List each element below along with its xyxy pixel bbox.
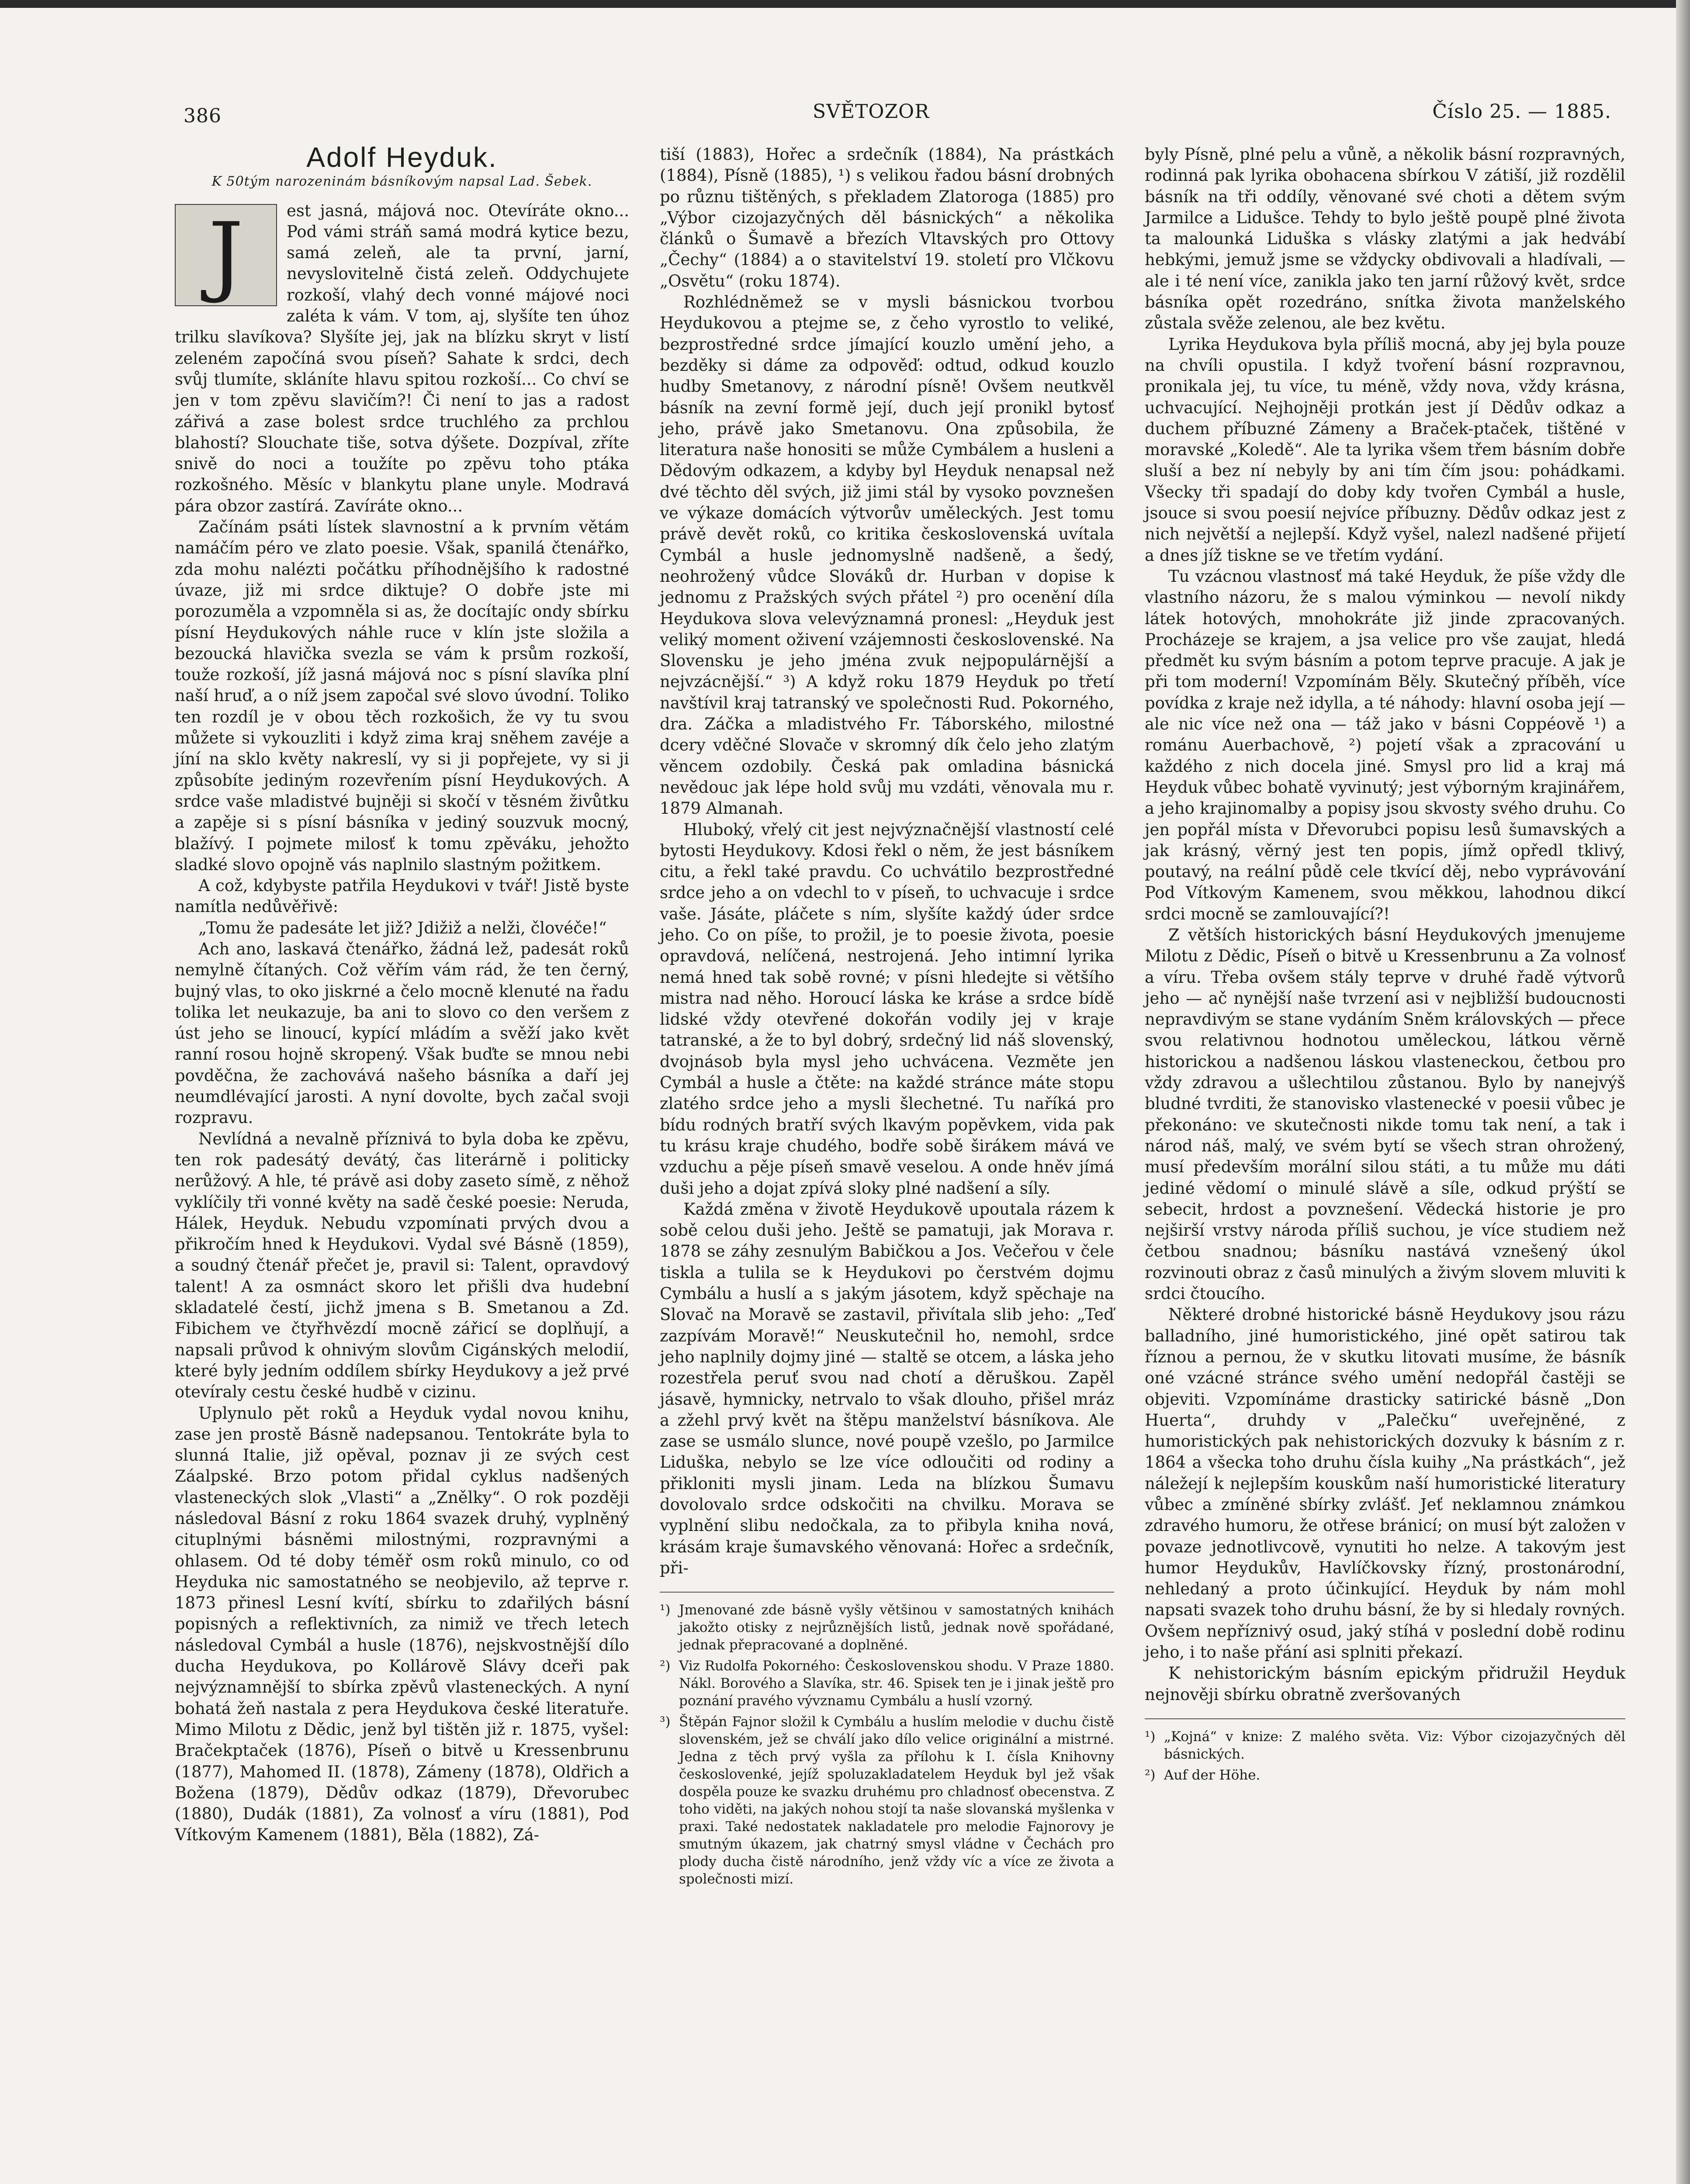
page-number: 386 (184, 105, 222, 127)
paragraph: tiší (1883), Hořec a srdečník (1884), Na prástkách (1884), Písně (1885), ¹) s velikou řadou básní drobných po různu tištěných, s překladem Zlatoroga (1885) pro „Výbor cizojazyčných děl básnických“ a několika článků o Šumavě a březích Vltavských pro Ottovy „Čechy“ (1884) a o stavitelství 19. století pro Vlčkovu „Osvětu“ (roku 1874). (660, 145, 1114, 290)
footnote-number: ¹) (1145, 1728, 1156, 1745)
footnote-number: ²) (1145, 1767, 1156, 1783)
footnote-text: Jmenované zde básně vyšly většinou v samostatných knihách jakožto otisky z nejrůznějších listů, jednak nově spořádané, jednak přepracované a doplněné. (679, 1602, 1114, 1653)
footnote-number: ³) (660, 1714, 671, 1730)
footnote-text: „Kojná“ v knize: Z malého světa. Viz: Výbor cizojazyčných děl básnických. (1164, 1728, 1625, 1762)
paragraph: „Tomu že padesáte let již? Jdižiž a nelži, človéče!“ (198, 918, 607, 937)
paragraph: K nehistorickým básním epickým přidružil Heyduk nejnověji sbírku obratně zveršovaných (1145, 1664, 1625, 1704)
paragraph: Hluboký, vřelý cit jest nejvýznačnější vlastností celé bytosti Heydukovy. Kdosi řekl o něm, že jest básníkem citu, a řekl také pravdu. Co uchvátilo bezprostředné srdce jeho a on vdechl to v píseň, to uchvacuje i srdce vaše. Jásáte, pláčete s ním, slyšíte každý úder srdce jeho. Co on píše, to prožil, je to poesie života, poesie opravdová, nelíčená, nestrojená. Jeho intimní lyrika nemá hned tak sobě rovné; v písni hledejte si většího mistra nad něho. Horoucí láska ke kráse a srdce bídě lidské vždy otevřené dokořán vodily jej v kraje tatranské, a že to byl dobrý, srdečný lid náš slovenský, dvojnásob byla mysl jeho uchvácena. Vezměte jen Cymbál a husle a čtěte: na každé stránce máte stopu zlatého srdce jeho a mysli šlechetné. Tu naříká pro bídu rodných bratří svých lkavým popěvkem, vida pak tu krásu kraje chudého, bodře sobě širákem mává ve vzduchu a pěje píseň smavě veselou. A onde hněv jímá duši jeho a dojat zpívá sloky plné nadšení a síly. (660, 820, 1114, 1198)
footnote-text: Štěpán Fajnor složil k Cymbálu a huslím melodie v duchu čistě slovenském, jež se chválí jako dílo velice originální a mistrné. Jedna z těch prvý vyšla za přílohu k I. čísla Knihovny českoslovenké, jejíž spoluzakladatelem Heyduk byl jež však dospěla pouze ke svazku druhému pro chladnosť obecenstva. Z toho viděti, na jakých nohou stojí ta naše slovanská myšlenka v praxi. Také nedostatek nakladatele pro melodie Fajnorovy je smutným úkazem, jak chatrný smysl vládne v Čechách pro plody ducha čistě národního, jenž vždy víc a více ze života a společnosti mizí. (679, 1714, 1114, 1887)
paragraph: Z větších historických básní Heydukových jmenujeme Milotu z Dědic, Píseň o bitvě u Kressenbrunu a Za volnosť a víru. Třeba ovšem stály teprve v druhé řadě výtvorů jeho — ač nynější naše tvrzení asi v nejbližší budoucnosti nepravdivým se stane vydáním Sněm královských — přece svou relativnou hodnotou uměleckou, látkou věrně historickou a nadšenou láskou vlasteneckou, četbou pro vždy zdravou a ušlechtilou zůstanou. Bylo by nanejvýš bludné tvrditi, že stanovisko vlastenecké v poesii vůbec je překonáno: ve skutečnosti nikde tomu tak není, a tak i národ náš, malý, ve svém bytí se všech stran ohrožený, musí především morální silou státi, a tu může mu dáti jediné vědomí o minulé slávě a síle, odkud prýští se sebecit, hrdost a povznešení. Vědecká historie je pro nejširší vrstvy národa příliš suchou, je více studiem než četbou snadnou; básníku nastává vznešený úkol rozvinouti obraz z časů minulých a živým slovem mluviti k srdci čtoucího. (1145, 925, 1625, 1303)
footnote (1145, 1728, 1625, 1763)
paragraph: Ach ano, laskavá čtenářko, žádná lež, padesát roků nemylně čítaných. Což věřím vám rád, že ten černý, bujný vlas, to oko jiskrné a čelo mocně klenuté na řadu tolika let neukazuje, ba ani to slovo co den veršem z úst jeho se linoucí, kypící mládím a svěží jako květ ranní rosou hojně skropený. Však buďte se mnou nebi povděčna, že zachovává našeho básníka a daří jej neumdlévající jarosti. A nyní dovolte, bych začal svoji rozpravu. (175, 939, 629, 1127)
paragraph: A což, kdybyste patřila Heydukovi v tvář! Jistě byste namítla nedůvěřivě: (175, 876, 629, 916)
footnote (660, 1601, 1114, 1654)
page-top-edge (0, 0, 1690, 8)
paragraph: Uplynulo pět roků a Heyduk vydal novou knihu, zase jen prostě Básně nadepsanou. Tentokráte byla to slunná Italie, již opěval, poznav ji ze svých cest Záalpské. Brzo potom přidal cyklus nadšených vlasteneckých slok „Vlasti“ a „Znělky“. O rok později následoval Básní z roku 1864 svazek druhý, vyplněný cituplnými básněmi milostnými, rozpravnými a ohlasem. Od té doby téměř osm roků minulo, co od Heyduka nic samostatného se neobjevilo, až teprve r. 1873 přinesl Lesní kvítí, sbírku to zdařilých básní popisných a reflektivních, za nimiž ve třech letech následoval Cymbál a husle (1876), nejskvostnější dílo ducha Heydukova, po Kollárově Slávy dceři pak nejvýznamnější to sbírka zpěvů vlasteneckých. A nyní bohatá žeň nastala z pera Heydukova české literatuře. Mimo Milotu z Dědic, jenž byl tištěn již r. 1875, vyšel: Bračekptaček (1876), Píseň o bitvě u Kressenbrunu (1877), Mahomed II. (1878), Zámeny (1878), Oldřich a Božena (1879), Dědův odkaz (1879), Dřevorubec (1880), Dudák (1881), Za volnosť a víru (1881), Pod Vítkovým Kamenem (1881), Běla (1882), Zá- (175, 1403, 629, 1845)
article-title: Adolf Heyduk. (306, 142, 498, 173)
footnote (660, 1657, 1114, 1710)
paragraph: byly Písně, plné pelu a vůně, a několik básní rozpravných, rodinná pak lyrika obohacena sbírkou V zátiší, již rozdělil básník na tři oddíly, věnované své choti a dětem svým Jarmilce a Lidušce. Tehdy to bylo ještě poupě plné života ta malounká Liduška s vlásky zlatými a jak hedvábí hebkými, jemuž jsme se vždycky obdivovali a hladívali, — ale i té není více, zanikla jako ten jarní růžový květ, srdce básníka opět rozedráno, snítka života manželského zůstala svěže zelenou, ale bez květu. (1145, 145, 1625, 333)
column-3 (1145, 144, 1625, 1787)
footnote-number: ¹) (660, 1602, 671, 1618)
page-right-edge (1676, 0, 1690, 2184)
paragraph: Nevlídná a nevalně příznivá to byla doba ke zpěvu, ten rok padesátý devátý, čas literárně i politicky nerůžový. A hle, té právě asi doby zaseto símě, z něhož vyklíčily tři vonné květy na sadě české poesie: Neruda, Hálek, Heyduk. Nebudu vzpomínati prvých dvou a přikročím hned k Heydukovi. Vydal své Básně (1859), a soudný čtenář přečet je, pravil si: Talent, opravdový talent! A za osmnáct skoro let přišli dva hudební skladatelé čestí, jichž jmena s B. Smetanou a Zd. Fibichem ve čtyřhvězdí mocně zářicí se doplňují, a napsali průvod k ohnivým slovům Cigánských melodií, které byly jedním oddílem sbírky Heydukovy a jež prvé otevíraly cestu české hudbě v cizinu. (175, 1129, 629, 1402)
footnote-number: ²) (660, 1658, 671, 1674)
footnote-text: Viz Rudolfa Pokorného: Československou shodu. V Praze 1880. Nákl. Borového a Slavíka, str. 46. Spisek ten je i jinak ještě pro poznání pravého vývznamu Cymbálu a huslí vzorný. (679, 1658, 1114, 1709)
dropcap-letter: J (208, 204, 244, 306)
column-2 (660, 144, 1114, 1891)
footnote (1145, 1766, 1625, 1784)
footnote (660, 1713, 1114, 1888)
journal-title: SVĚTOZOR (813, 100, 930, 123)
article-dedication: K 50tým narozeninám básníkovým napsal Lad. Šebek. (211, 174, 592, 190)
footnotes (660, 1592, 1114, 1888)
dropcap-ornament (175, 204, 277, 306)
paragraph: est jasná, májová noc. Otevíráte okno... Pod vámi stráň samá modrá kytice bezu, samá zeleň, ale ta první, jarní, nevyslovitelně čistá zeleň. Oddychujete rozkoší, vlahý dech vonné májové noci zaléta k vám. V tom, aj, slyšíte ten úhoz trilku slavíkova? Slyšíte jej, jak na blízku skryt v listí zeleném započíná svou píseň? Sahate k srdci, dech svůj tlumíte, skláníte hlavu spitou rozkoší... Co chví se jen v tom zpěvu slavičím?! Či není to jas a radost zářivá a zase bolest srdce truchlého za prchlou blahostí? Slouchate tiše, sotva dýšete. Dozpíval, zříte snivě do noci a toužíte po zpěvu toho ptáka rozkošného. Měsíc v blankytu plane unyle. Modravá pára obzor zastírá. Zavíráte okno... (175, 201, 629, 515)
footnotes (1145, 1718, 1625, 1784)
issue-number: Číslo 25. — 1885. (1432, 100, 1611, 123)
paragraph: Začínám psáti lístek slavnostní a k prvním větám namáčím péro ve zlato poesie. Však, spanilá čtenářko, zda mohu nalézti počátku příhodnějšího k radostné úvaze, již mi srdce diktuje? O dobře jste mi porozuměla a vzpomněla si as, že docítajíc ondy sbírku písní Heydukových náhle ruce v klín jste složila a bezoucká hlavička svezla se vám k prsům rozkoší, touže rozkoší, jíž jasná májová noc s písní slavíka plní naší hruď, a o níž jsem započal své slovo úvodní. Toliko ten rozdíl je v obou těch rozkošich, že vy tu svou můžete si vykouzliti i když zima kraj sněhem zavéje a jíní na sklo květy nakreslí, vy si ji popřejete, vy si ji způsobíte jediným rozevřením písní Heydukových. A srdce vaše mladistvé bujněji si skočí v těsném živůtku a zapěje si s písní básníka v jediný souzvuk mocný, blažívý. I pojmete milosť k tomu zpěváku, jehožto sladké slovo opojně vás naplnilo slastným požitkem. (175, 518, 629, 874)
paragraph: Lyrika Heydukova byla příliš mocná, aby jej byla pouze na chvíli opustila. I když tvoření básní rozpravnou, pronikala jej, tu více, tu méně, vždy nova, vždy krásna, uchvacující. Nejhojněji protkán jest jí Dědův odkaz a duchem příbuzné Zámeny a Braček-ptaček, tištěné v moravské „Koledě“. Ale ta lyrika všem třem básním dobře sluší a bez ní nebyly by ani tím čím jsou: pohádkami. Všecky tři spadají do doby kdy tvořen Cymbál a husle, jsouce si svou poesií nejvíce příbuzny. Dědův odkaz jest z nich největší a nejlepší. Když vyšel, nalezl nadšené přijetí a dnes jíž tiskne se ve třetím vydání. (1145, 335, 1625, 565)
footnote-text: Auf der Höhe. (1164, 1767, 1261, 1783)
paragraph: Tu vzácnou vlastnosť má také Heyduk, že píše vždy dle vlastního názoru, že s malou výminkou — nevolí nikdy látek hotových, mnohokráte již jinde zpracovaných. Procházeje se krajem, a jsa velice pro vše zaujat, hledá předmět ku svým básním a potom teprve pracuje. A jak je při tom moderní! Vzpomínám Běly. Skutečný příběh, více povídka z kraje než idylla, a té náhody: hlavní osoba její — ale nic více než ona — táž jako v básni Coppéově ¹) a románu Auerbachově, ²) pojetí však a zpracování u každého z nich docela jiné. Smysl pro lid a kraj má Heyduk vůbec bohatě vyvinutý; jest výborným krajinářem, a jeho krajinomalby a popisy jsou skvosty svého druhu. Co jen popřál místa v Dřevorubci popisu lesů šumavských a jak krásný, věrný jest ten popis, jímž opředl tklivý, poutavý, na reální půdě cele tkvící děj, nebo vyprávování Pod Vítkovým Kamenem, svou měkkou, lahodnou dikcí srdci mocně se zamlouvající?! (1145, 567, 1625, 923)
paragraph: Každá změna v životě Heydukově upoutala rázem k sobě celou duši jeho. Ještě se pamatuji, jak Morava r. 1878 se záhy zesnulým Babičkou a Jos. Večeřou v čele tiskla a tulila se k Heydukovi po čerstvém dojmu Cymbálu a huslí a s jakým jásotem, když spěchaje na Slovač na Moravě se zastavil, přivítala slib jeho: „Teď zazpívám Moravě!“ Neuskutečnil ho, nemohl, srdce jeho naplnily dojmy jiné — staltě se otcem, a láska jeho rozestřela peruť svou nad chotí a děruškou. Zapěl jásavě, hymnicky, netrvalo to však dlouho, přišel mráz a zžehl prvý květ na štěpu manželství básníkova. Ale zase se usmálo slunce, nové poupě vzešlo, po Jarmilce Liduška, nebylo se lze více odloučiti od rodiny a přikloniti mysli jinam. Leda na blízkou Šumavu dovolovalo srdce odskočiti na chvilku. Morava se vyplnění slibu nedočkala, za to přibyla kniha nová, krásám kraje šumavského věnovaná: Hořec a srdečník, při- (660, 1199, 1114, 1577)
paragraph: Některé drobné historické básně Heydukovy jsou rázu balladního, jiné humoristického, jiné opět satirou tak říznou a pernou, že v skutku litovati musíme, že básník oné vzácné stránce svého umění nedopřál častěji se objeviti. Vzpomínáme drasticky satirické básně „Don Huerta“, druhdy v „Palečku“ uveřejněné, z humoristických pak nehistorických dozvuky k básním z r. 1864 a všecka toho druhu čísla kuihy „Na prástkách“, jež náležejí k nejlepším kouskům naší humoristické literatury vůbec a zmíněné sbírky zvlášť. Jeť neklamnou známkou zdravého humoru, že otřese bránicí; on musí být založen v povaze jednotlivcově, vynutiti ho nelze. A takovým jest humor Heydukův, Havlíčkovsky řízný, prostonárodní, nehledaný a proto účinkující. Heyduk by nám mohl napsati svazek toho druhu básní, že by si hledaly rovných. Ovšem nepříznivý osud, jaký stíhá v poslední době rodinu jeho, i to naše přání asi splniti překazí. (1145, 1305, 1625, 1662)
page-header (184, 100, 1611, 135)
paragraph: Rozhlédněmež se v mysli básnickou tvorbou Heydukovou a ptejme se, z čeho vyrostlo to veliké, bezprostředné srdce jímající kouzlo umění jeho, a bezděky si dáme za odpověď: odtud, odkud kouzlo hudby Smetanovy, z národní písně! Ovšem neutkvěl básník na zevní formě její, duch její pronikl bytosť jeho, právě jako Smetanovu. Ona způsobila, že literatura naše honositi se může Cymbálem a husleni a Dědovým odkazem, a kdyby byl Heyduk nenapsal než dvé těchto děl svých, již jimi stál by vysoko povznešen ve výkaze domácích výtvorův uměleckých. Jest tomu právě devět roků, co kritika československá uvítala Cymbál a husle jednomyslně nadšeně, a šedý, neohrožený vůdce Slováků dr. Hurban v dopise k jednomu z Pražských svých přátel ²) pro ocenění díla Heydukova slova velevýznamná pronesl: „Heyduk jest veliký moment oživení vzájemnosti československé. Na Slovensku je jeho jména zvuk nejpopulárnější a nejvzácnější.“ ³) A když roku 1879 Heyduk po třetí navštívil kraj tatranský ve společnosti Rud. Pokorného, dra. Záčka a mladistvého Fr. Táborského, milostné dcery vděčné Slovače v skromný dík čelo jeho zlatým věncem ozdobily. Česká pak omladina básnická nevědouc jak lépe hold svůj mu vzdáti, věnovala mu r. 1879 Almanah. (660, 293, 1114, 818)
column-1 (175, 144, 629, 1846)
